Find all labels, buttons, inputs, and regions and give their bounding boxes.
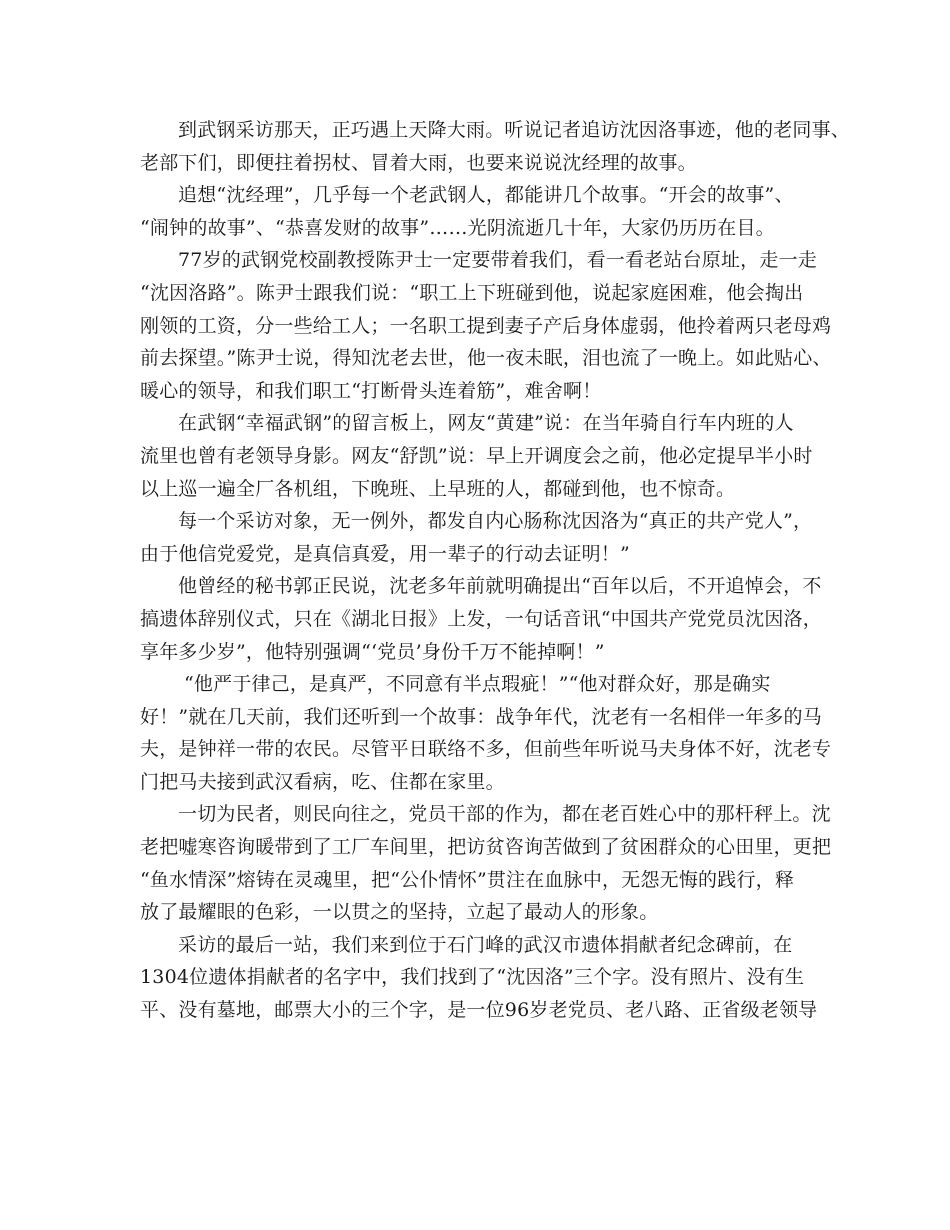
text-line: “沈因洛路”。陈尹士跟我们说：“职工上下班碰到他，说起家庭困难，他会掏出	[140, 281, 804, 304]
text-line: 前去探望。”陈尹士说，得知沈老去世，他一夜未眠，泪也流了一晚上。如此贴心、	[140, 347, 832, 370]
text-line: 好！”就在几天前，我们还听到一个故事：战争年代，沈老有一名相伴一年多的马	[140, 705, 822, 728]
text-line: 一切为民者，则民向往之，党员干部的作为，都在老百姓心中的那杆秤上。沈	[178, 803, 831, 826]
text-line: 老把嘘寒咨询暖带到了工厂车间里，把访贫咨询苦做到了贫困群众的心田里，更把	[140, 836, 832, 859]
text-line: 老部下们，即便拄着拐杖、冒着大雨，也要来说说沈经理的故事。	[140, 151, 697, 174]
text-line: 享年多少岁”，他特别强调“‘党员’身份千万不能掉啊！”	[140, 640, 605, 663]
text-line: 流里也曾有老领导身影。网友“舒凯”说：早上开调度会之前，他必定提早半小时	[140, 444, 813, 467]
text-line: 在武钢“幸福武钢”的留言板上，网友“黄建”说：在当年骑自行车内班的人	[178, 412, 794, 435]
text-line: 刚领的工资，分一些给工人；一名职工提到妻子产后身体虚弱，他拎着两只老母鸡	[140, 314, 832, 337]
text-line: 放了最耀眼的色彩，一以贯之的坚持，立起了最动人的形象。	[140, 901, 659, 924]
text-line: 搞遗体辞别仪式，只在《湖北日报》上发，一句话音讯“中国共产党党员沈因洛，	[140, 607, 822, 630]
article-body	[140, 114, 851, 1027]
text-line: 采访的最后一站，我们来到位于石门峰的武汉市遗体捐献者纪念碑前，在	[178, 933, 793, 956]
text-line: 门把马夫接到武汉看病，吃、住都在家里。	[140, 770, 505, 793]
text-line: “鱼水情深”熔铸在灵魂里，把“公仆情怀”贯注在血脉中，无怨无悔的践行，释	[140, 868, 795, 891]
text-line: “他严于律己，是真严，不同意有半点瑕疵！”“他对群众好，那是确实	[184, 673, 771, 696]
text-line: 以上巡一遍全厂各机组，下晚班、上早班的人，都碰到他，也不惊奇。	[140, 477, 736, 500]
text-line: 追想“沈经理”，几乎每一个老武钢人，都能讲几个故事。“开会的故事”、	[178, 184, 794, 207]
text-line: 他曾经的秘书郭正民说，沈老多年前就明确提出“百年以后，不开追悼会，不	[178, 575, 822, 598]
text-line: 暖心的领导，和我们职工“打断骨头连着筋”，难舍啊！	[140, 379, 602, 402]
text-line: 夫，是钟祥一带的农民。尽管平日联络不多，但前些年听说马夫身体不好，沈老专	[140, 738, 832, 761]
text-line: 每一个采访对象，无一例外，都发自内心肠称沈因洛为“真正的共产党人”，	[178, 510, 813, 533]
text-line: 1304位遗体捐献者的名字中，我们找到了“沈因洛”三个字。没有照片、没有生	[140, 966, 805, 989]
text-line: 平、没有墓地，邮票大小的三个字，是一位96岁老党员、老八路、正省级老领导	[140, 999, 818, 1022]
text-line: 77岁的武钢党校副教授陈尹士一定要带着我们，看一看老站台原址，走一走	[178, 249, 817, 272]
text-line: “闹钟的故事”、“恭喜发财的故事”……光阴流逝几十年，大家仍历历在目。	[140, 216, 775, 239]
text-line: 到武钢采访那天，正巧遇上天降大雨。听说记者追访沈因洛事迹，他的老同事、	[178, 119, 851, 141]
text-line: 由于他信党爱党，是真信真爱，用一辈子的行动去证明！”	[140, 542, 630, 565]
